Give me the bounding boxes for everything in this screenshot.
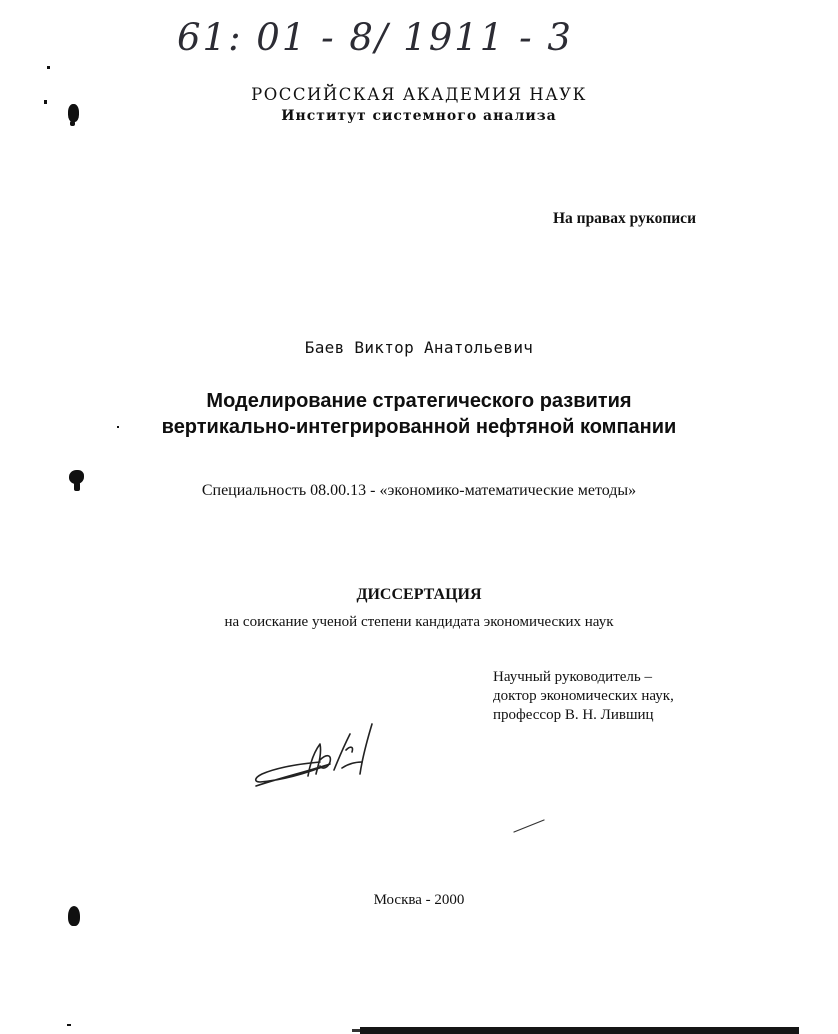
pen-stroke-mark xyxy=(512,818,546,834)
degree-line: на соискание ученой степени кандидата экономических наук xyxy=(224,614,614,630)
dissertation-title xyxy=(0,388,838,440)
city-and-year: Москва - 2000 xyxy=(373,892,465,908)
handwritten-signature xyxy=(250,720,375,792)
specialty-line: Специальность 08.00.13 - «экономико-математические методы» xyxy=(201,482,637,499)
handwritten-archive-number xyxy=(175,4,573,66)
title-line-2: вертикально-интегрированной нефтяной компании xyxy=(161,416,677,438)
scan-speck xyxy=(68,906,80,926)
supervisor-name: профессор В. Н. Лившиц xyxy=(493,707,654,723)
scan-speck xyxy=(67,1024,71,1026)
author-name: Баев Виктор Анатольевич xyxy=(304,338,534,357)
academy-name: РОССИЙСКАЯ АКАДЕМИЯ НАУК xyxy=(251,85,587,104)
institute-name: Институт системного анализа xyxy=(281,108,557,124)
title-line-1: Моделирование стратегического развития xyxy=(206,390,632,412)
handwritten-number-text: 61: 01 - 8/ 1911 - 3 xyxy=(177,16,573,59)
supervisor-degree: доктор экономических наук, xyxy=(493,688,674,704)
scan-edge-bar xyxy=(360,1027,799,1034)
manuscript-rights-note: На правах рукописи xyxy=(552,210,696,227)
document-type-heading: ДИССЕРТАЦИЯ xyxy=(356,586,482,603)
institution-header xyxy=(0,84,838,126)
supervisor-role: Научный руководитель – xyxy=(493,669,652,685)
scan-speck xyxy=(47,66,50,69)
supervisor-block xyxy=(493,668,674,725)
